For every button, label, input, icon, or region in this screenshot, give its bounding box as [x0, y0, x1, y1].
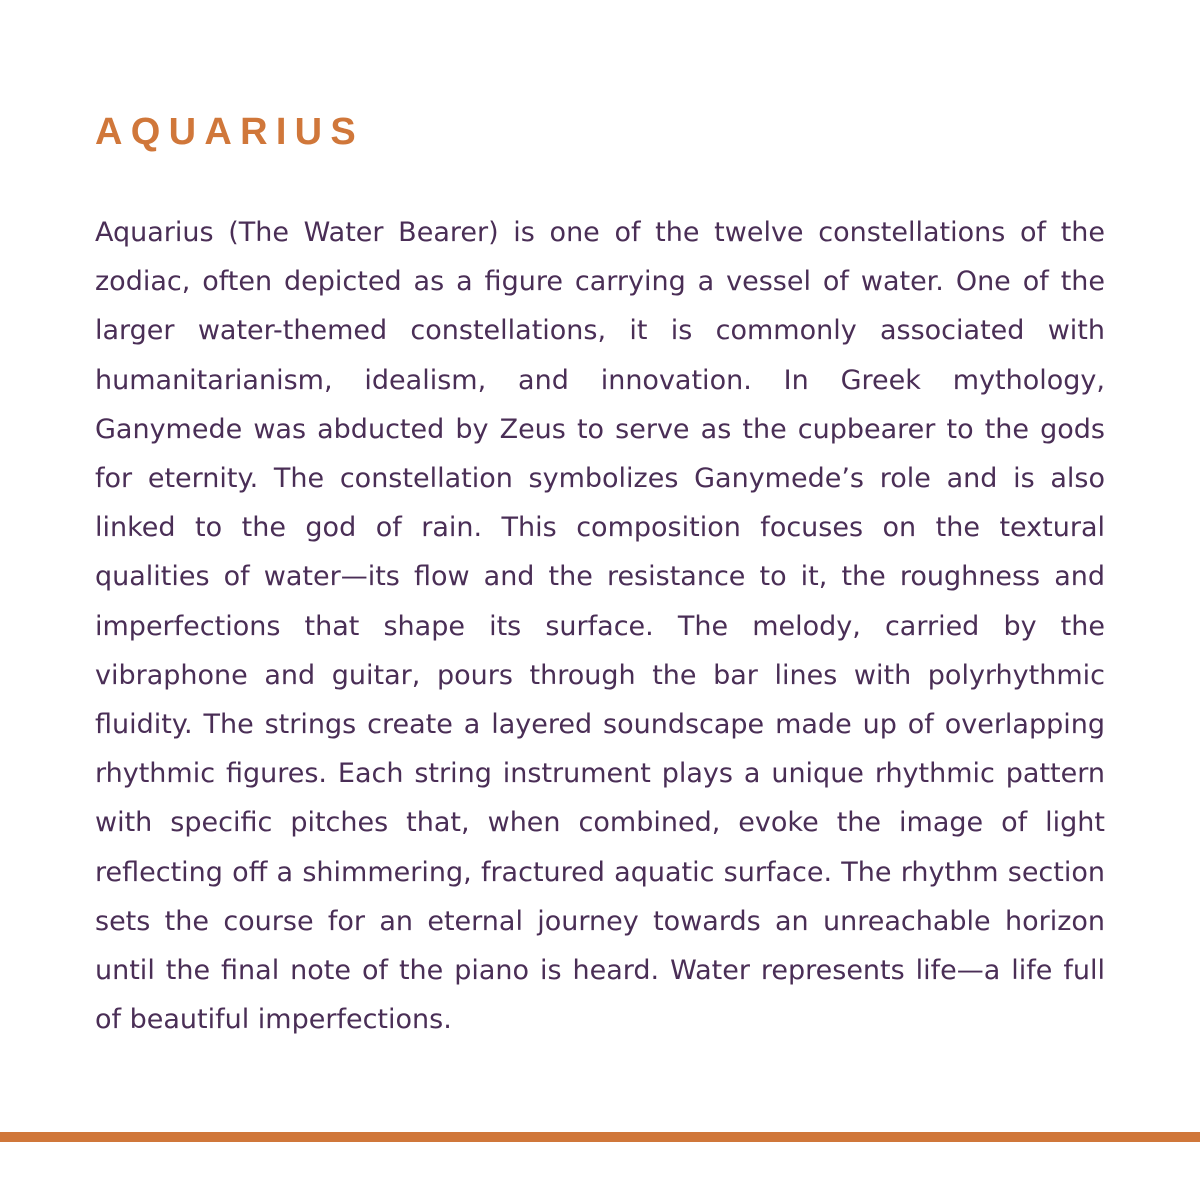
page-title: AQUARIUS	[95, 111, 365, 153]
bottom-divider	[0, 1132, 1200, 1142]
body-paragraph: Aquarius (The Water Bearer) is one of the twelve constellations of the zodiac, often depicted as a figure carrying a vessel of water. One of the larger water-themed constellations, it is commonly associated with humanitarianism, idealism, and innovation. In Greek mythology, Ganymede was abducted by Zeus to serve as the cupbearer to the gods for eternity. The constellation symbolizes Ganymede’s role and is also linked to the god of rain. This composition focuses on the textural qualities of water—its flow and the resistance to it, the roughness and imperfections that shape its surface. The melody, carried by the vibraphone and guitar, pours through the bar lines with polyrhythmic fluidity. The strings create a layered soundscape made up of overlapping rhythmic figures. Each string instrument plays a unique rhythmic pattern with specific pitches that, when combined, evoke the image of light reflecting off a shimmering, fractured aquatic surface. The rhythm section sets the course for an eternal journey towards an unreachable horizon until the final note of the piano is heard. Water represents life—a life full of beautiful imperfections.	[95, 217, 1105, 1036]
